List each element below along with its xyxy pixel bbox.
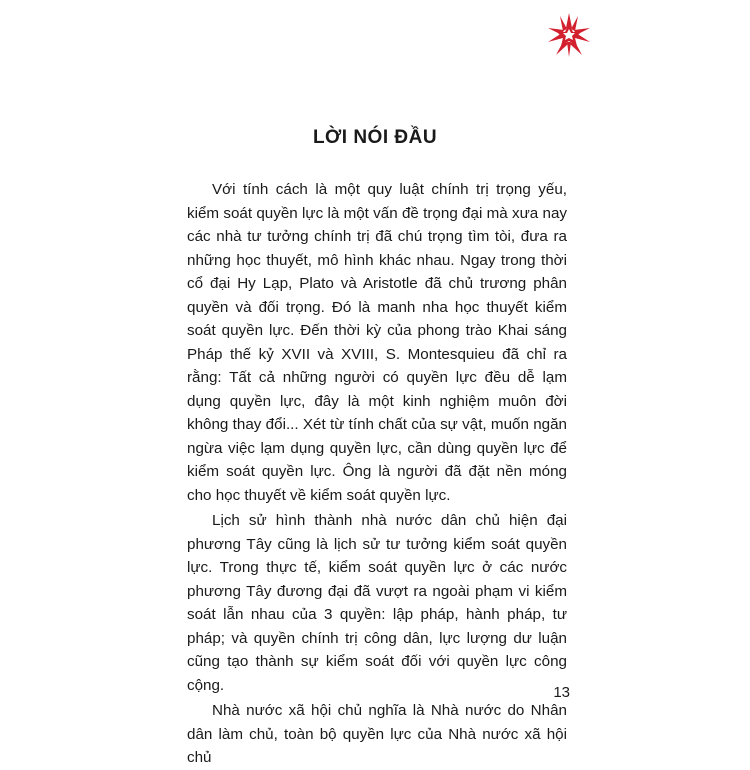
- paragraph: Với tính cách là một quy luật chính trị trọng yếu, kiểm soát quyền lực là một vấn đề trọng đại mà xưa nay các nhà tư tưởng chính trị đã chú trọng tìm tòi, đưa ra những học thuyết, mô hình khác nhau. Ngay trong thời cổ đại Hy Lạp, Plato và Aristotle đã chủ trương phân quyền và đối trọng. Đó là manh nha học thuyết kiểm soát quyền lực. Đến thời kỳ của phong trào Khai sáng Pháp thế kỷ XVII và XVIII, S. Montesquieu đã chỉ ra rằng: Tất cả những người có quyền lực đều dễ lạm dụng quyền lực, đây là một kinh nghiệm muôn đời không thay đổi... Xét từ tính chất của sự vật, muốn ngăn ngừa việc lạm dụng quyền lực, cần dùng quyền lực để kiểm soát quyền lực. Ông là người đã đặt nền móng cho học thuyết về kiểm soát quyền lực.: [187, 181, 567, 504]
- publisher-star-logo-icon: [546, 12, 592, 58]
- body-text: [187, 178, 567, 770]
- paragraph: Nhà nước xã hội chủ nghĩa là Nhà nước do Nhân dân làm chủ, toàn bộ quyền lực của Nhà nước xã hội chủ: [187, 702, 567, 766]
- page-number: 13: [553, 684, 570, 701]
- paragraph: Lịch sử hình thành nhà nước dân chủ hiện đại phương Tây cũng là lịch sử tư tưởng kiểm soát quyền lực. Trong thực tế, kiểm soát quyền lực ở các nước phương Tây đương đại đã vượt ra ngoài phạm vi kiểm soát lẫn nhau của 3 quyền: lập pháp, hành pháp, tư pháp; và quyền chính trị công dân, lực lượng dư luận cũng tạo thành sự kiểm soát đối với quyền lực công cộng.: [187, 512, 567, 694]
- page-title: LỜI NÓI ĐẦU: [312, 127, 438, 148]
